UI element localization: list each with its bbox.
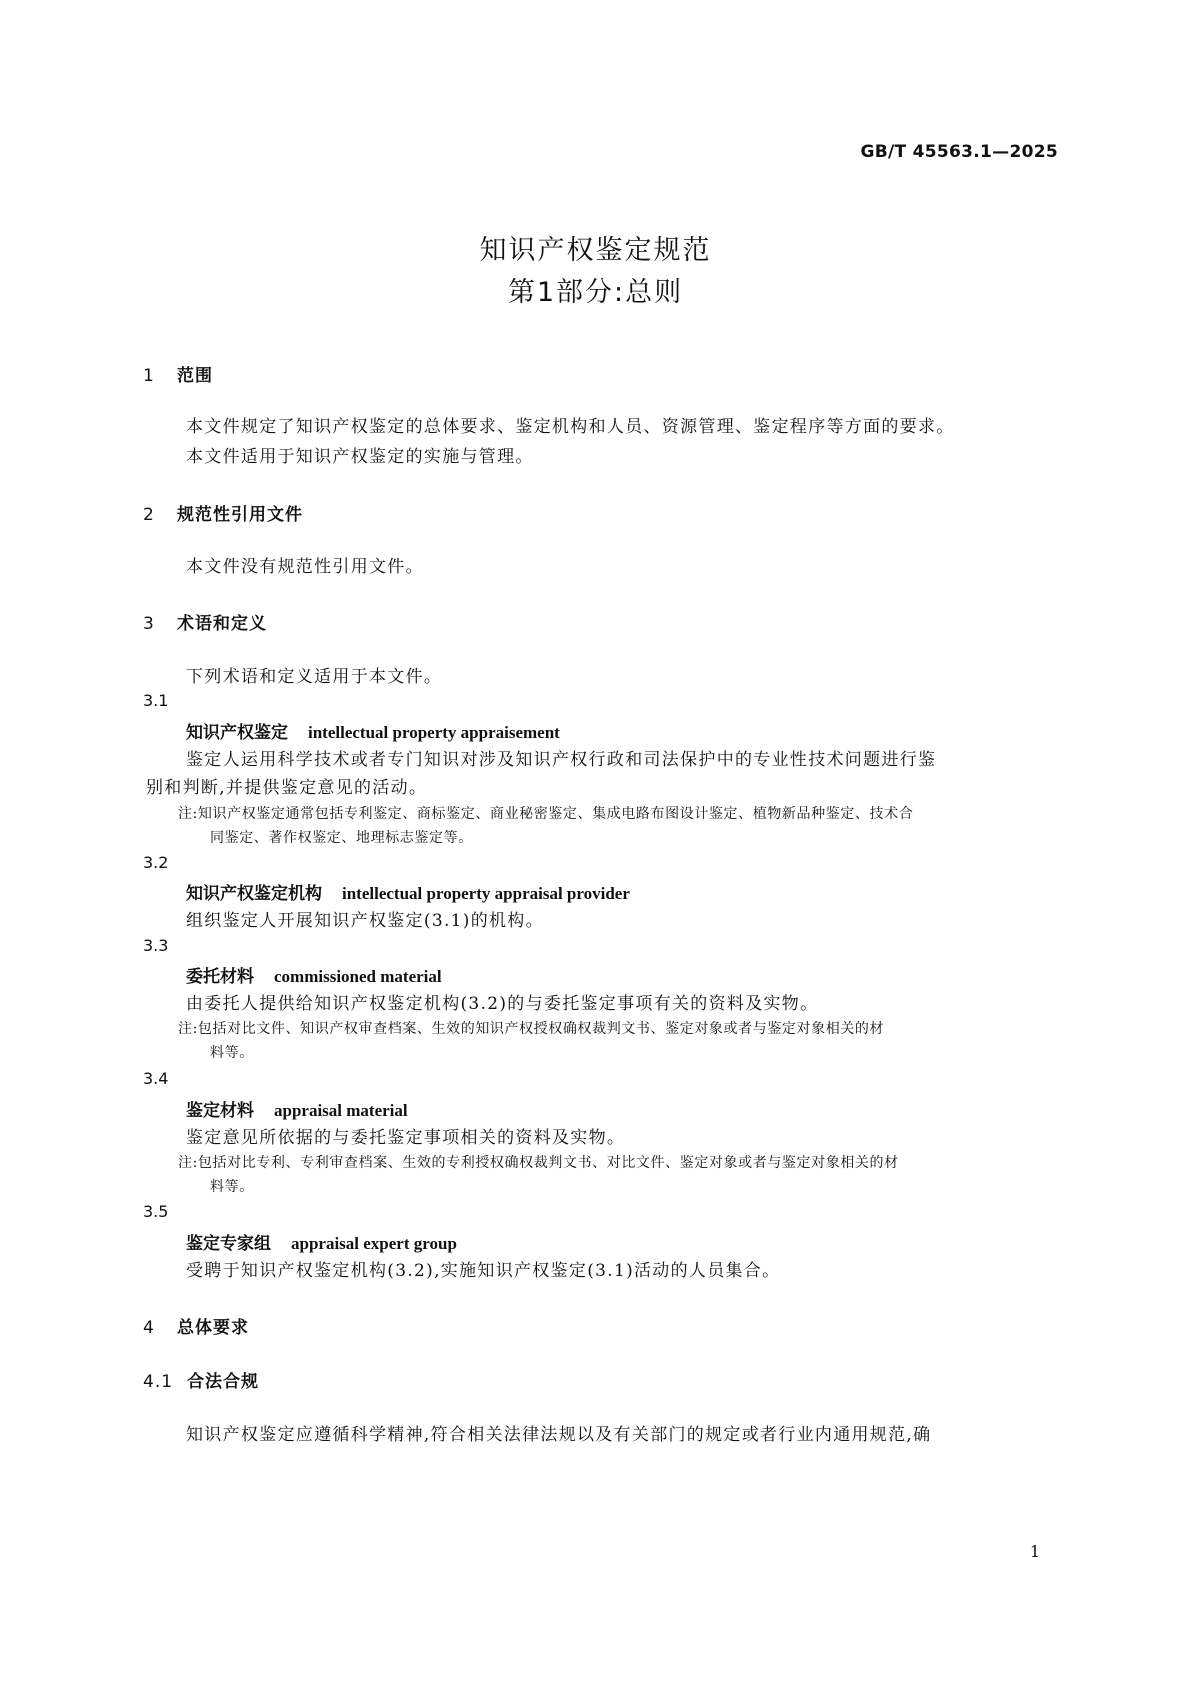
doc-title: 知识产权鉴定规范 [479, 235, 712, 266]
section-number: 1 [143, 366, 155, 386]
section-3-heading [143, 609, 267, 634]
term-note: 注:知识产权鉴定通常包括专利鉴定、商标鉴定、商业秘密鉴定、集成电路布图设计鉴定、植物新品种鉴定、技术合 [178, 806, 914, 822]
term-heading [186, 962, 442, 987]
term-heading [186, 879, 630, 904]
section-number: 4 [143, 1318, 155, 1338]
term-en: commissioned material [274, 967, 442, 986]
term-note: 注:包括对比文件、知识产权审查档案、生效的知识产权授权确权裁判文书、鉴定对象或者与鉴定对象相关的材 [178, 1021, 885, 1037]
term-heading [186, 1229, 457, 1254]
section-title: 总体要求 [177, 1318, 249, 1338]
term-en: intellectual property appraisal provider [342, 884, 630, 903]
section-1-heading [143, 361, 213, 386]
term-en: appraisal expert group [291, 1234, 457, 1253]
section-title: 合法合规 [187, 1372, 259, 1392]
section-4-heading [143, 1313, 249, 1338]
term-definition: 别和判断,并提供鉴定意见的活动。 [146, 778, 428, 798]
term-note: 料等。 [210, 1179, 254, 1195]
term-definition: 由委托人提供给知识产权鉴定机构(3.2)的与委托鉴定事项有关的资料及实物。 [186, 994, 819, 1014]
paragraph: 本文件规定了知识产权鉴定的总体要求、鉴定机构和人员、资源管理、鉴定程序等方面的要求。 [186, 417, 955, 437]
term-number: 3.4 [143, 1069, 169, 1088]
page-number: 1 [1029, 1542, 1040, 1561]
term-heading [186, 718, 560, 743]
section-2-heading [143, 500, 303, 525]
paragraph: 知识产权鉴定应遵循科学精神,符合相关法律法规以及有关部门的规定或者行业内通用规范,确 [186, 1425, 932, 1445]
term-number: 3.1 [143, 691, 169, 710]
term-number: 3.2 [143, 853, 169, 872]
term-number: 3.3 [143, 936, 169, 955]
term-note: 注:包括对比专利、专利审查档案、生效的专利授权确权裁判文书、对比文件、鉴定对象或者与鉴定对象相关的材 [178, 1155, 899, 1171]
term-definition: 组织鉴定人开展知识产权鉴定(3.1)的机构。 [186, 911, 544, 931]
doc-subtitle: 第1部分:总则 [507, 277, 684, 308]
section-number: 2 [143, 505, 155, 525]
paragraph: 下列术语和定义适用于本文件。 [186, 667, 443, 687]
standard-number: GB/T 45563.1—2025 [860, 142, 1058, 162]
term-definition: 受聘于知识产权鉴定机构(3.2),实施知识产权鉴定(3.1)活动的人员集合。 [186, 1261, 781, 1281]
section-title: 规范性引用文件 [177, 505, 303, 525]
term-note: 料等。 [210, 1045, 254, 1061]
term-zh: 鉴定材料 [186, 1101, 254, 1121]
term-definition: 鉴定意见所依据的与委托鉴定事项相关的资料及实物。 [186, 1128, 626, 1148]
term-note: 同鉴定、著作权鉴定、地理标志鉴定等。 [210, 830, 473, 846]
term-zh: 委托材料 [186, 967, 254, 987]
term-zh: 知识产权鉴定机构 [186, 884, 322, 904]
section-number: 4.1 [143, 1372, 174, 1392]
section-number: 3 [143, 614, 155, 634]
section-title: 范围 [177, 366, 213, 386]
term-zh: 鉴定专家组 [186, 1234, 271, 1254]
section-title: 术语和定义 [177, 614, 267, 634]
term-definition: 鉴定人运用科学技术或者专门知识对涉及知识产权行政和司法保护中的专业性技术问题进行鉴 [186, 750, 937, 770]
term-heading [186, 1096, 408, 1121]
term-number: 3.5 [143, 1202, 169, 1221]
paragraph: 本文件适用于知识产权鉴定的实施与管理。 [186, 447, 534, 467]
subsection-4-1-heading [143, 1367, 259, 1392]
term-en: intellectual property appraisement [308, 723, 560, 742]
paragraph: 本文件没有规范性引用文件。 [186, 557, 424, 577]
term-en: appraisal material [274, 1101, 408, 1120]
term-zh: 知识产权鉴定 [186, 723, 288, 743]
